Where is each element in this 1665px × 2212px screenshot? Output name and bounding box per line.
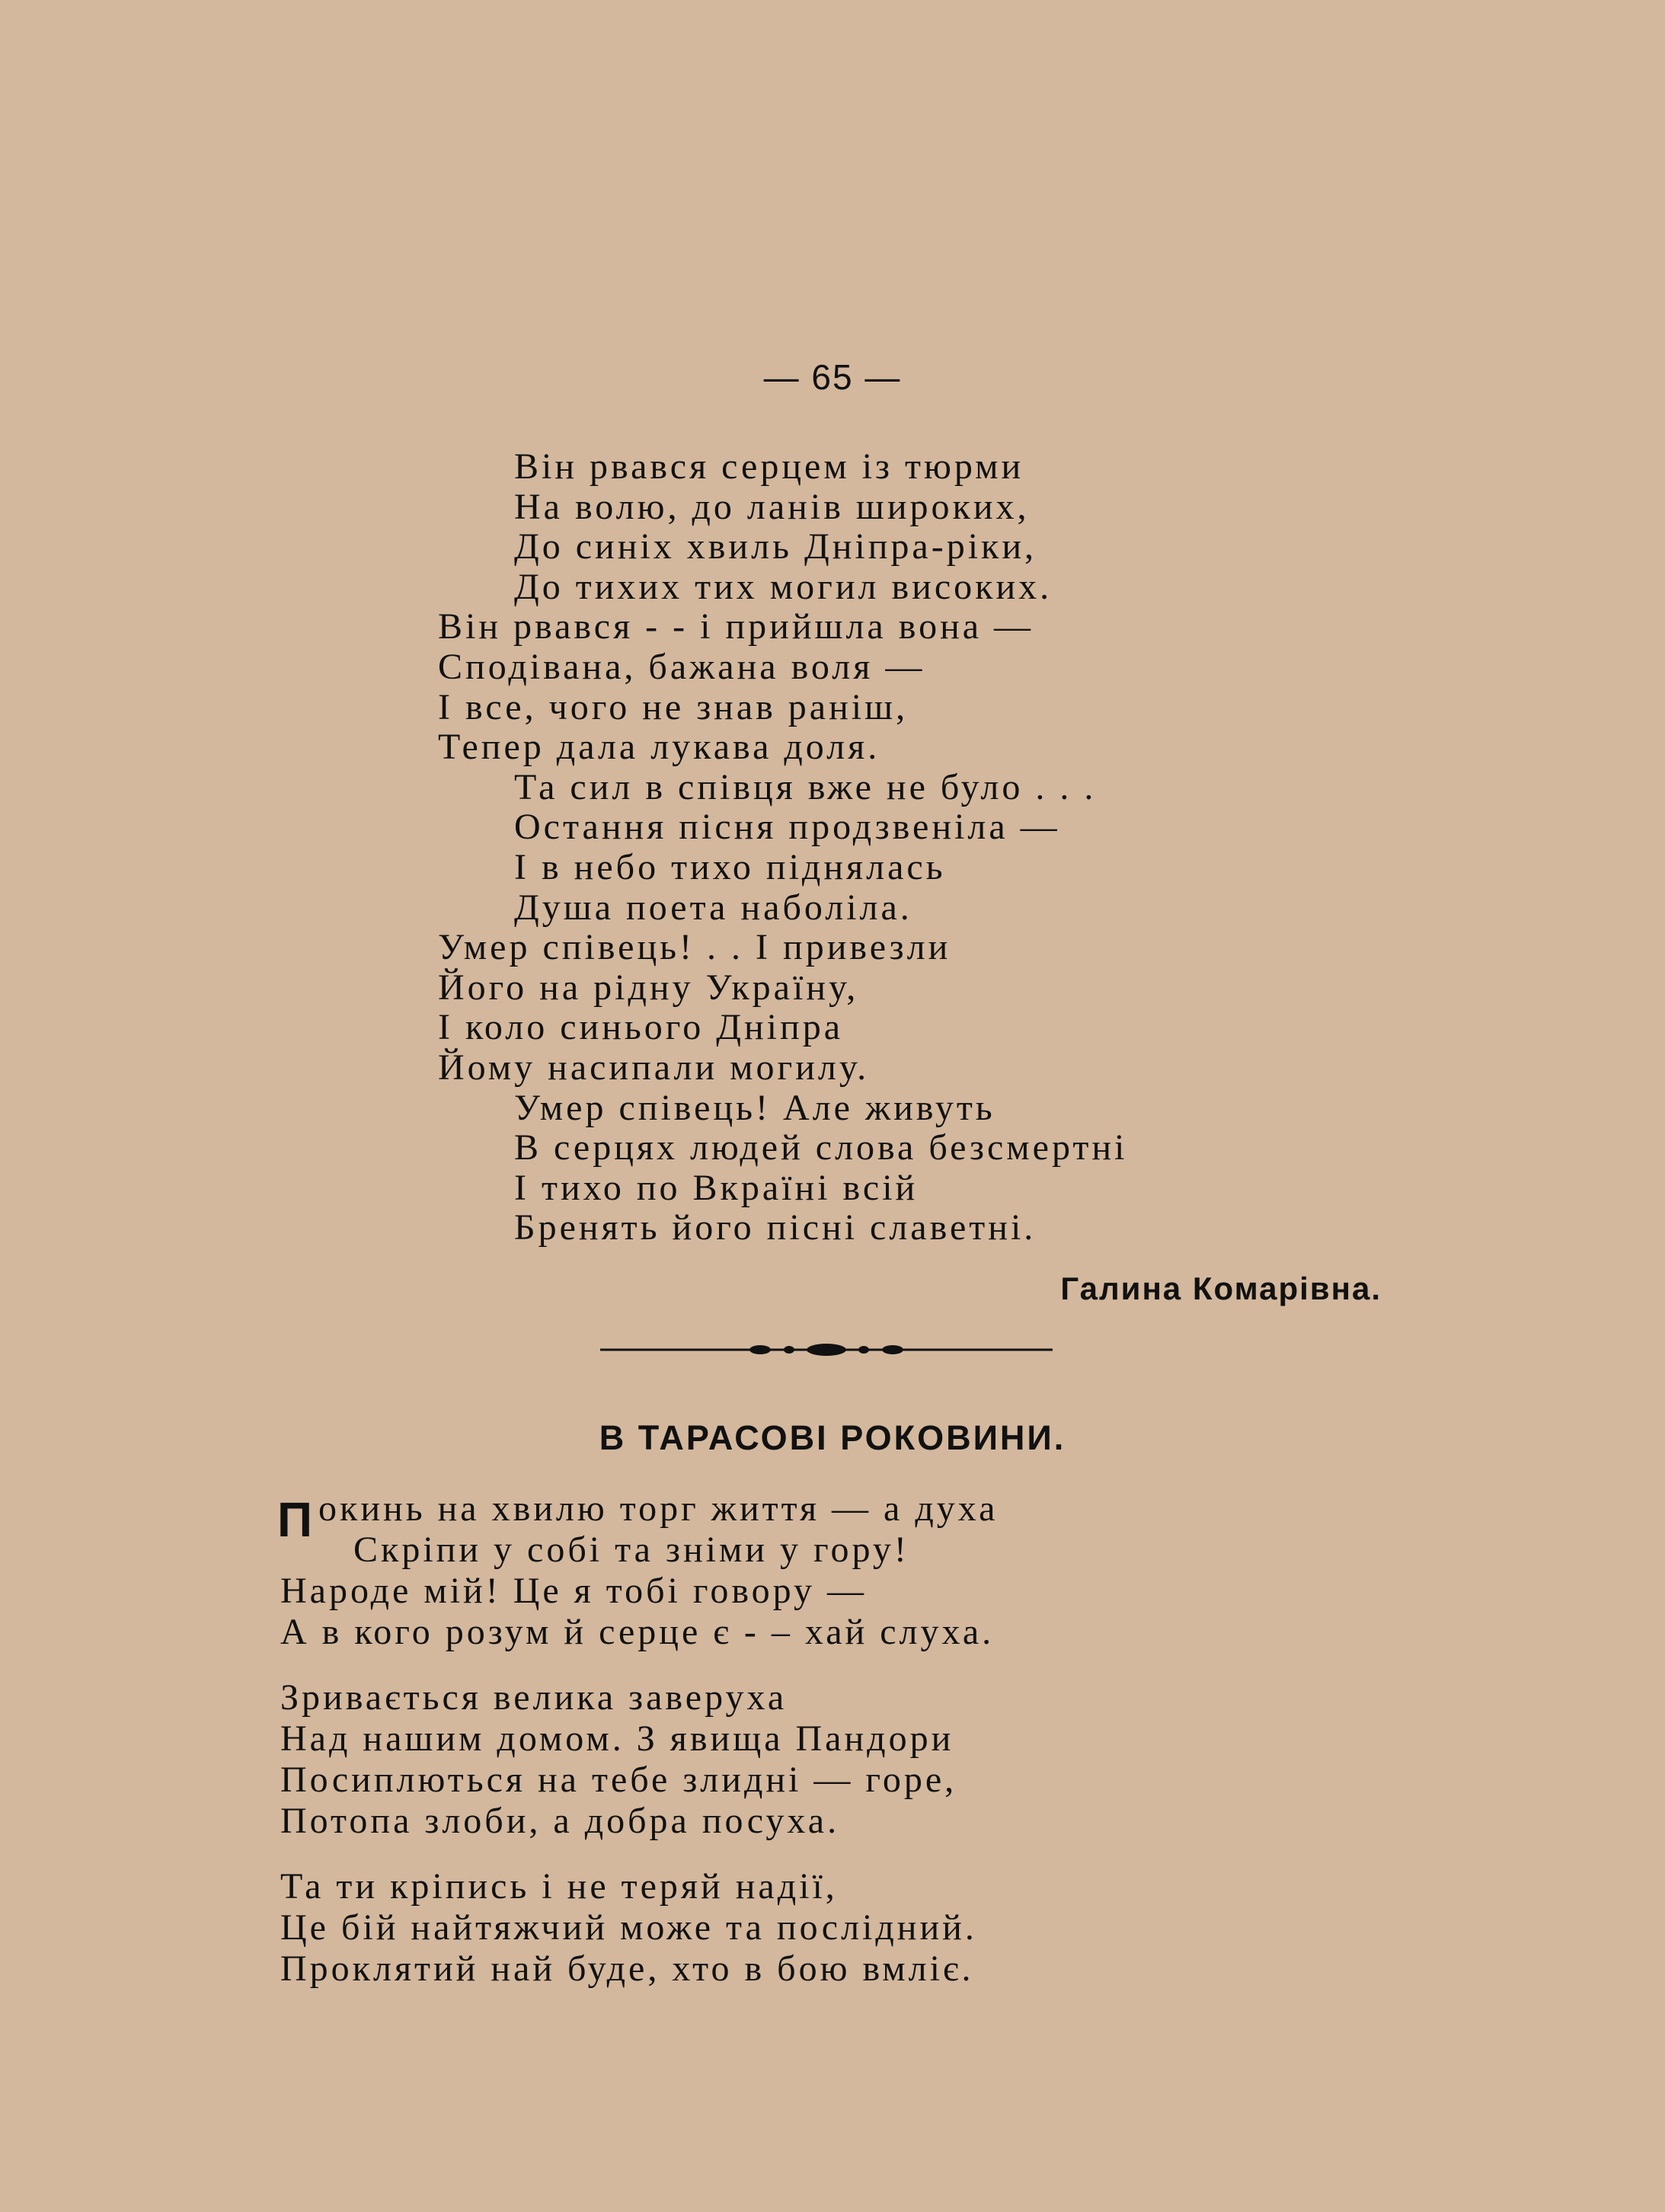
poem-one xyxy=(438,447,1127,1248)
poem-line: До синіх хвиль Дніпра-ріки, xyxy=(514,526,1037,567)
poem-line: Душа поета наболіла. xyxy=(514,887,912,928)
poem-line: В серцях людей слова безсмертні xyxy=(514,1127,1128,1168)
poem-two xyxy=(277,1488,999,2014)
poem-line: Народе мій! Це я тобі говору — xyxy=(280,1571,868,1611)
poem-stanza xyxy=(280,1866,998,1990)
poem-line: Це бій найтяжчий може та послідний. xyxy=(280,1907,977,1948)
first-line-text: окинь на хвилю торг життя — а духа xyxy=(318,1488,999,1529)
poem-stanza xyxy=(280,1677,998,1842)
poem-line: Бренять його пісні славетні. xyxy=(514,1207,1037,1248)
poem-line: До тихих тих могил високих. xyxy=(514,566,1053,607)
poem-line: На волю, до ланів широких, xyxy=(514,486,1030,527)
poem-line: Тепер дала лукава доля. xyxy=(438,727,880,768)
poem-line: І в небо тихо піднялась xyxy=(514,846,946,887)
poem-line: Він рвався серцем із тюрми xyxy=(514,446,1024,487)
poem-line: І коло синього Дніпра xyxy=(438,1007,844,1048)
poem-line: Умер співець! . . І привезли xyxy=(438,927,951,968)
poem-line: Скріпи у собі та зніми у гору! xyxy=(353,1530,909,1570)
poem-stanza xyxy=(277,1488,999,1653)
poem-line: І все, чого не знав раніш, xyxy=(438,686,909,727)
poem-line: Йому насипали могилу. xyxy=(438,1047,870,1088)
poem-line: Умер співець! Але живуть xyxy=(514,1087,995,1128)
divider-ornament-icon xyxy=(600,1335,1053,1365)
page-number: — 65 — xyxy=(763,357,902,397)
poem-line: Посиплються на тебе злидні — горе, xyxy=(280,1760,957,1800)
poem-line: Проклятий най буде, хто в бою вмліє. xyxy=(280,1948,974,1989)
poem-line: Остання пісня продзвеніла — xyxy=(514,807,1060,848)
poem-line: Потопа злоби, а добра посуха. xyxy=(280,1801,840,1841)
poem-line xyxy=(277,1488,999,1547)
poem-line: Та сил в співця вже не було . . . xyxy=(514,766,1097,807)
poem-line: А в кого розум й серце є - – хай слуха. xyxy=(280,1612,995,1652)
poem-line: Він рвався - - і прийшла вона — xyxy=(438,606,1034,647)
drop-cap: П xyxy=(277,1492,315,1547)
poem-author: Галина Комарівна. xyxy=(1060,1271,1382,1306)
poem-line: Та ти кріпись і не теряй надії, xyxy=(280,1866,838,1907)
poem-line: І тихо по Вкраїні всій xyxy=(514,1167,919,1208)
poem-line: Сподівана, бажана воля — xyxy=(438,646,925,687)
poem-line: Зривається велика заверуха xyxy=(280,1677,788,1718)
poem-line: Над нашим домом. З явища Пандори xyxy=(280,1718,954,1759)
poem-line: Його на рідну Україну, xyxy=(438,967,859,1008)
poem-title: В ТАРАСОВІ РОКОВИНИ. xyxy=(599,1418,1066,1457)
